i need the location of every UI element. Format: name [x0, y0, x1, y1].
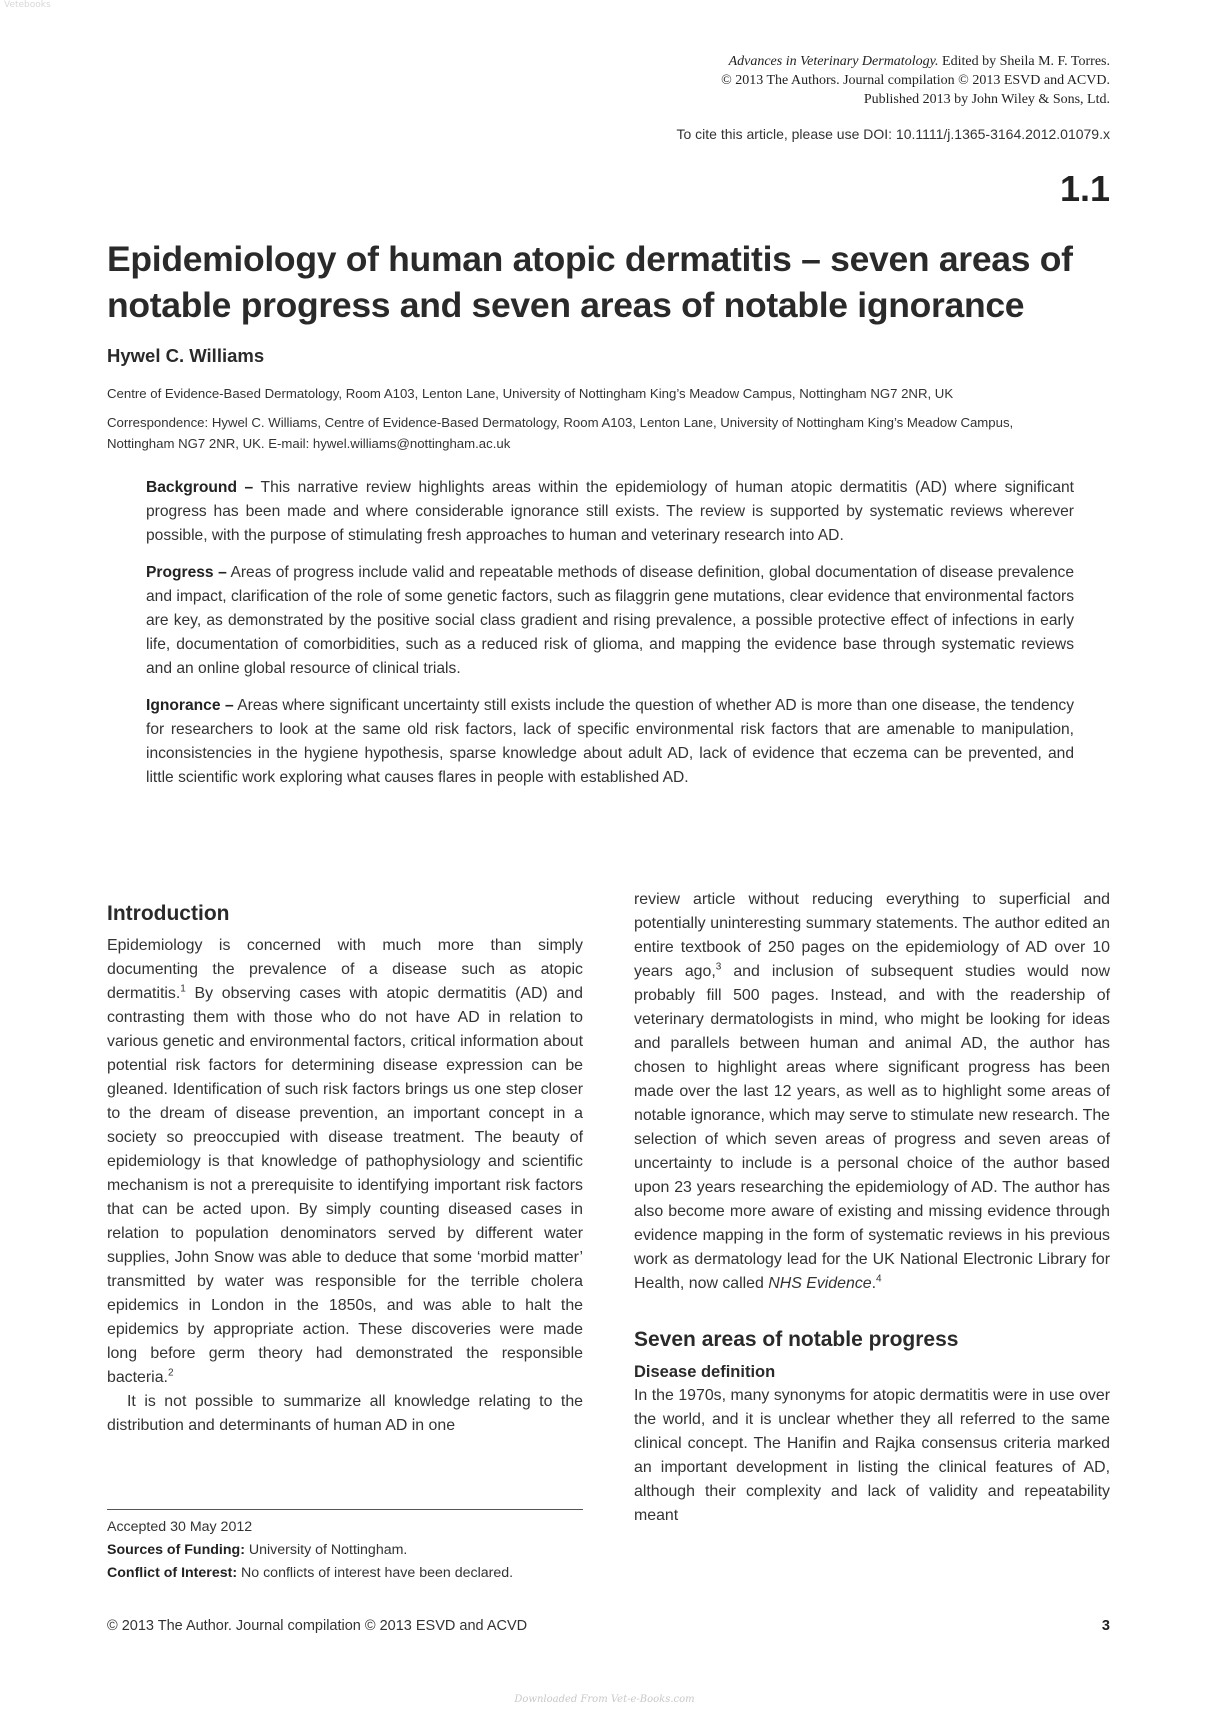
journal-publisher: Published 2013 by John Wiley & Sons, Ltd.	[863, 92, 1110, 107]
left-column	[107, 900, 583, 1438]
footnote-funding	[107, 1539, 587, 1562]
watermark-top: Vetebooks	[4, 0, 51, 10]
abstract-progress	[146, 561, 1074, 681]
disease-definition-heading: Disease definition	[634, 1363, 776, 1381]
abstract-ignorance	[146, 694, 1074, 790]
reference-2: 2	[167, 1367, 174, 1379]
conflict-text: No conflicts of interest have been declared.	[237, 1565, 514, 1581]
watermark-bottom: Downloaded From Vet-e-Books.com	[514, 1694, 695, 1705]
abstract-ignorance-text: Areas where significant uncertainty still exists include the question of whether AD is more than one disease, the tendency for researchers to look at the same old risk factors, lack of specific environmental risk factors that are amenable to manipulation, inconsistencies in the hygiene hypothesis, sparse knowledge about adult AD, lack of evidence that eczema can be prevented, and little scientific work exploring what causes flares in people with established AD.	[146, 697, 1074, 786]
abstract-background-label: Background –	[146, 479, 254, 496]
introduction-paragraph-2-continued	[634, 888, 1110, 1296]
intro-p1-part-a: Epidemiology is concerned with much more than simply documenting the prevalence of a disease such as atopic dermatitis.	[107, 937, 583, 1002]
correspondence: Correspondence: Hywel C. Williams, Centre of Evidence-Based Dermatology, Room A103, Lenton Lane, University of Nottingham King’s Meadow Campus, Nottingham NG7 2NR, UK. E-mail: hywel.williams@nottingham.ac.uk	[107, 415, 1014, 451]
conflict-label: Conflict of Interest:	[107, 1565, 238, 1581]
right-column	[634, 888, 1110, 1528]
article-title: Epidemiology of human atopic dermatitis – seven areas of notable progress and seven areas of notable ignorance	[107, 239, 1073, 325]
intro-p1-part-b: By observing cases with atopic dermatitis (AD) and contrasting them with those who do not have AD in relation to various genetic and environmental factors, critical information about potential risk factors for determining disease expression can be gleaned. Identification of such risk factors brings us one step closer to the dream of disease prevention, an important concept in a society so preoccupied with disease treatment. The beauty of epidemiology is that knowledge of pathophysiology and scientific mechanism is not a prerequisite to identifying important risk factors that can be acted upon. By simply counting diseased cases in relation to population denominators served by different water supplies, John Snow was able to deduce that some ‘morbid matter’ transmitted by water was responsible for the terrible cholera epidemics in London in the 1850s, and was able to halt the epidemics by appropriate action. These discoveries were made long before germ theory had demonstrated the responsible bacteria.	[107, 985, 583, 1386]
abstract-progress-label: Progress –	[146, 564, 227, 581]
chapter-number: 1.1	[1059, 168, 1110, 209]
progress-section-heading: Seven areas of notable progress	[634, 1328, 959, 1351]
funding-label: Sources of Funding:	[107, 1542, 245, 1558]
nhs-evidence-italic: NHS Evidence	[768, 1275, 872, 1292]
introduction-paragraph-2-start: It is not possible to summarize all knowledge relating to the distribution and determinants of human AD in one	[107, 1393, 583, 1434]
footnote-accepted: Accepted 30 May 2012	[107, 1519, 253, 1535]
abstract-background	[146, 476, 1074, 548]
disease-definition-paragraph: In the 1970s, many synonyms for atopic dermatitis were in use over the world, and it is unclear whether they all referred to the same clinical concept. The Hanifin and Rajka consensus criteria marked an important development in listing the clinical features of AD, although their complexity and lack of validity and repeatability meant	[634, 1387, 1110, 1524]
journal-title: Advances in Veterinary Dermatology.	[728, 54, 939, 69]
journal-header	[510, 52, 1110, 109]
footer-copyright: © 2013 The Author. Journal compilation © 2013 ESVD and ACVD	[107, 1618, 528, 1634]
intro-p2-part-c: and inclusion of subsequent studies would now probably fill 500 pages. Instead, and with the readership of veterinary dermatologists in mind, who might be looking for ideas and parallels between human and animal AD, the author has chosen to highlight areas where significant progress has been made over the last 12 years, as well as to highlight some areas of notable ignorance, which may serve to stimulate new research. The selection of which seven areas of progress and seven areas of uncertainty to include is a personal choice of the author based upon 23 years researching the epidemiology of AD. The author has also become more aware of existing and missing evidence through evidence mapping in the form of systematic reviews in his previous work as dermatology lead for the UK National Electronic Library for Health, now called	[634, 963, 1110, 1292]
author-name: Hywel C. Williams	[107, 345, 265, 366]
author-affiliation: Centre of Evidence-Based Dermatology, Room A103, Lenton Lane, University of Nottingham King’s Meadow Campus, Nottingham NG7 2NR, UK	[107, 386, 954, 401]
abstract	[146, 476, 1074, 803]
funding-text: University of Nottingham.	[244, 1542, 408, 1558]
footnotes	[107, 1516, 587, 1585]
reference-4: 4	[876, 1273, 882, 1285]
citation-doi: To cite this article, please use DOI: 10.1111/j.1365-3164.2012.01079.x	[676, 126, 1110, 142]
intro-p2-end: .	[871, 1275, 877, 1292]
reference-1: 1	[180, 983, 186, 995]
page-number: 3	[1101, 1618, 1110, 1634]
intro-p2-part-b: review article without reducing everything to superficial and potentially uninteresting summary statements. The author edited an entire textbook of 250 pages on the epidemiology of AD over 10 years ago,	[634, 891, 1110, 980]
abstract-background-text: This narrative review highlights areas within the epidemiology of human atopic dermatitis (AD) where significant progress has been made and where considerable ignorance still exists. The review is supported by systematic reviews wherever possible, with the purpose of stimulating fresh approaches to human and veterinary research into AD.	[146, 479, 1074, 544]
introduction-paragraph-1	[107, 934, 583, 1390]
footnote-conflict	[107, 1562, 587, 1585]
introduction-heading: Introduction	[107, 902, 230, 925]
abstract-progress-text: Areas of progress include valid and repeatable methods of disease definition, global documentation of disease prevalence and impact, clarification of the role of some genetic factors, such as filaggrin gene mutations, clear evidence that environmental factors are key, as demonstrated by the positive social class gradient and rising prevalence, a possible protective effect of infections in early life, documentation of comorbidities, such as a reduced risk of glioma, and mapping the evidence base through systematic reviews and an online global resource of clinical trials.	[146, 564, 1074, 677]
reference-3: 3	[715, 961, 722, 973]
journal-line	[510, 52, 1110, 71]
abstract-ignorance-label: Ignorance –	[146, 697, 234, 714]
journal-editor: Edited by Sheila M. F. Torres.	[938, 54, 1110, 69]
footnote-divider	[107, 1509, 583, 1510]
journal-copyright: © 2013 The Authors. Journal compilation © 2013 ESVD and ACVD.	[721, 73, 1110, 88]
